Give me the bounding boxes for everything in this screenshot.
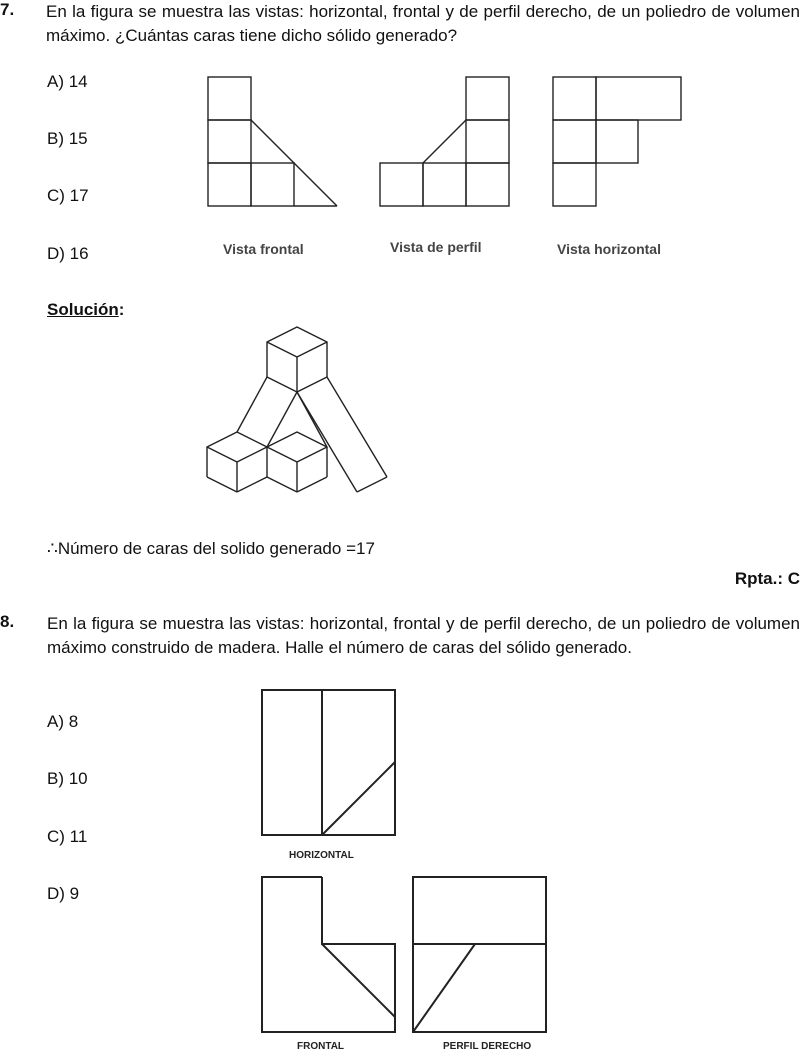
q8-label-horizontal: HORIZONTAL [289, 850, 354, 861]
question-7-text: En la figura se muestra las vistas: horizontal, frontal y de perfil derecho, de un poliedro de volumen máximo. ¿Cuántas caras tiene dicho sólido generado? [46, 2, 800, 45]
question-7-number: 7. [0, 0, 15, 19]
q8-label-perfil: PERFIL DERECHO [443, 1041, 532, 1052]
solution-label: Solución [47, 300, 119, 319]
solution-colon: : [118, 300, 125, 319]
q8-option-d: D) 9 [47, 884, 80, 903]
question-8-number: 8. [0, 612, 15, 631]
conclusion-equals: = [346, 539, 357, 558]
q8-label-frontal: FRONTAL [297, 1041, 345, 1052]
q8-option-c: C) 11 [47, 827, 88, 846]
q8-option-a: A) 8 [47, 712, 79, 731]
conclusion-value: 17 [356, 539, 375, 558]
q8-option-b: B) 10 [47, 769, 88, 788]
q7-label-top: Vista horizontal [557, 241, 661, 257]
therefore-symbol: ∴ [47, 539, 58, 558]
q7-option-a: A) 14 [47, 72, 88, 91]
question-8-text: En la figura se muestra las vistas: horizontal, frontal y de perfil derecho, de un poliedro de volumen máximo construido de madera. Halle el número de caras del sólido generado. [47, 614, 800, 657]
q7-option-b: B) 15 [47, 129, 88, 148]
q7-option-c: C) 17 [47, 186, 89, 205]
q7-option-d: D) 16 [47, 244, 89, 263]
q7-answer: Rpta.: C [734, 569, 800, 588]
conclusion-text: Número de caras del solido generado [57, 539, 342, 558]
q7-label-side: Vista de perfil [390, 239, 482, 255]
q7-label-front: Vista frontal [223, 241, 304, 257]
